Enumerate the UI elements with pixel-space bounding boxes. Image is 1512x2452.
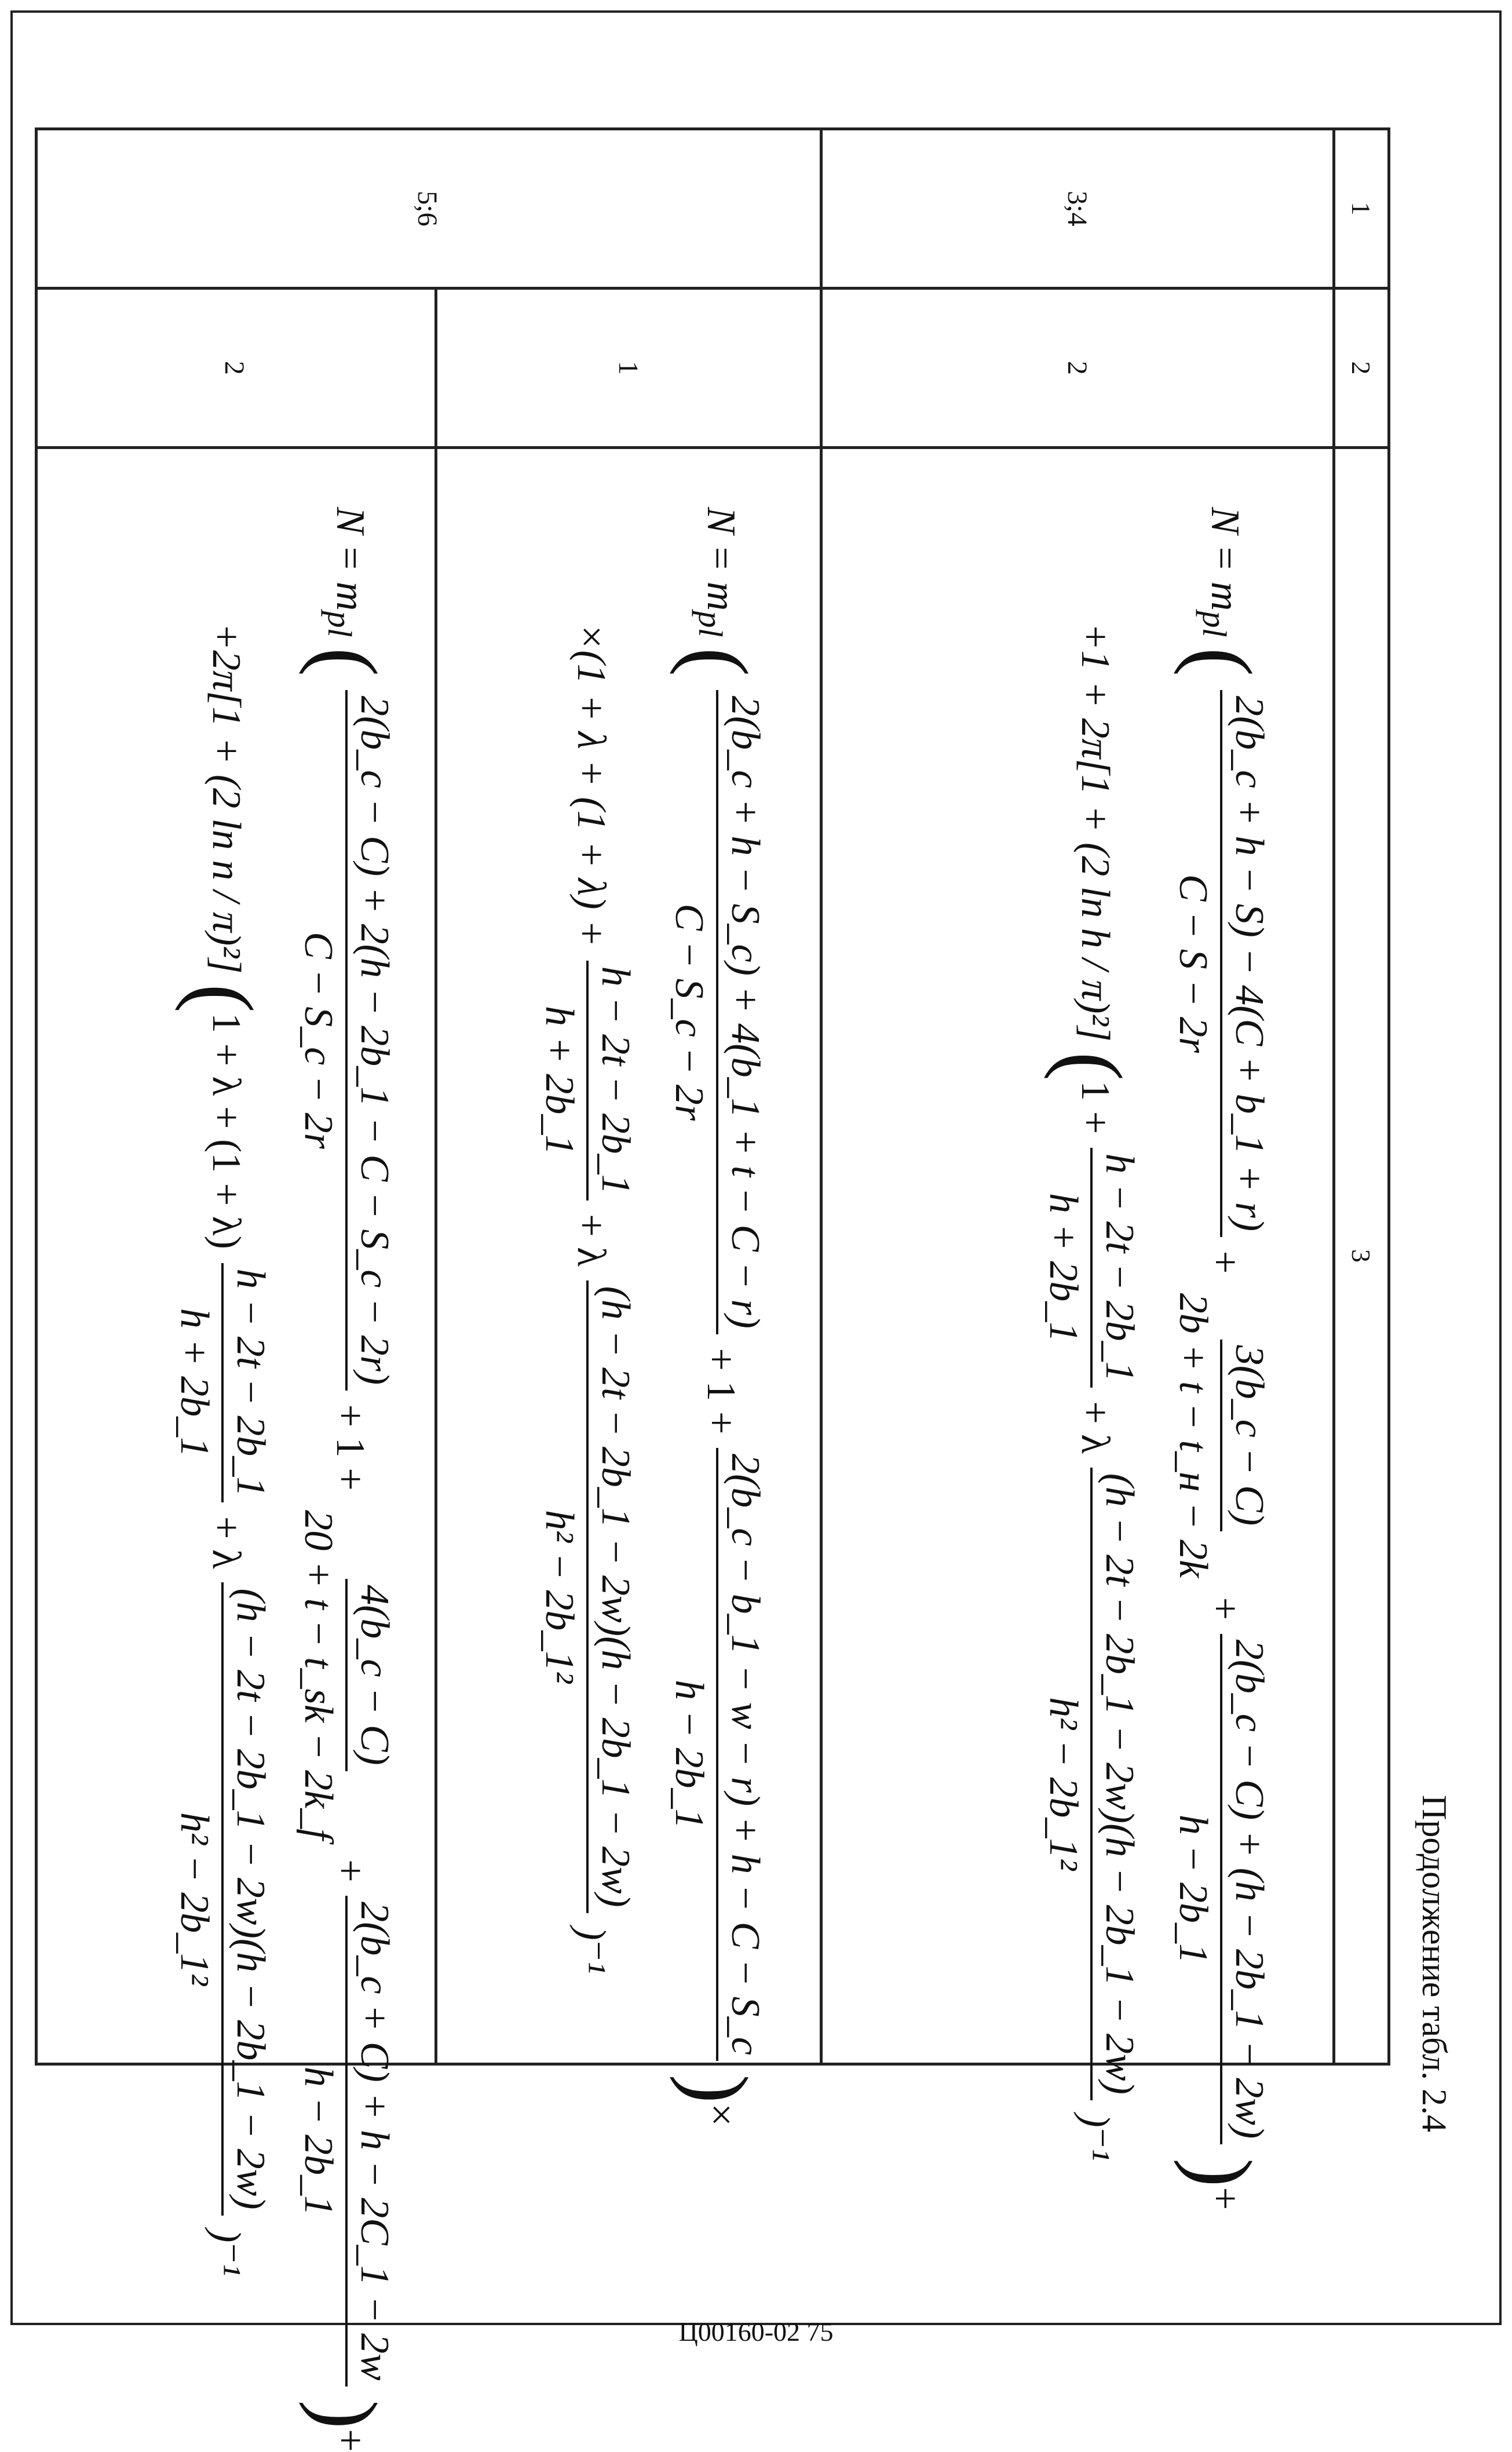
row2-fraction-4: (h − 2t − 2b_1 − 2w)(h − 2b_1 − 2w) h² − 2b_1² bbox=[537, 1280, 638, 1913]
row2-fraction-2: 2(b_c − b_1 − w − r) + h − C − S_c h − 2b_1 bbox=[667, 1448, 768, 2061]
row2-formula bbox=[537, 507, 768, 2126]
row1-formula-line1: $N = m_{pl}$ ( 2(b_c + h − S) − 4(C + b_1 + r) C − S − 2r + 3(b_c − C) 2b + t − t_н − 2k + 2(b_c − C) + (h − 2b_1 − 2w) h − 2b_1 )+ bbox=[1171, 507, 1272, 2210]
row-divider-2 bbox=[434, 287, 437, 2063]
row1-formula bbox=[1041, 507, 1272, 2210]
row1-case-number: 3;4 bbox=[1062, 191, 1093, 227]
header-col-2: 2 bbox=[1346, 361, 1376, 375]
row1-fraction-1: 2(b_c + h − S) − 4(C + b_1 + r) C − S − 2r bbox=[1171, 690, 1272, 1237]
row1-variant: 2 bbox=[1062, 361, 1093, 375]
row2-fraction-1: 2(b_c + h − S_c) + 4(b_1 + t − C − r) C − S_c − 2r bbox=[667, 690, 768, 1334]
table-caption: Продолжение табл. 2.4 bbox=[1415, 1795, 1453, 2132]
row1-fraction-5: (h − 2t − 2b_1 − 2w)(h − 2b_1 − 2w) h² − 2b_1² bbox=[1041, 1468, 1142, 2100]
row3-formula-line1: $N = m_{pl}$ ( 2(b_c − C) + 2(h − 2b_1 − C − S_c − 2r) C − S_c − 2r + 1 + 4(b_c − C) 20 + t − t_sk − 2k_f + 2(b_c + C) + h − 2C_1 − 2w h − 2b_1 )+ bbox=[296, 507, 397, 2452]
row3-fraction-1: 2(b_c − C) + 2(h − 2b_1 − C − S_c − 2r) C − S_c − 2r bbox=[296, 690, 397, 1391]
page-footer: Ц00160-02 75 bbox=[678, 2317, 834, 2347]
row1-formula-line2: +1 + 2π[1 + (2 ln h / π)²] (1 + h − 2t − 2b_1 h + 2b_1 + λ (h − 2t − 2b_1 − 2w)(h − 2b_1 − 2w) h² − 2b_1² )⁻¹ bbox=[1041, 623, 1142, 2161]
row3-fraction-5: (h − 2t − 2b_1 − 2w)(h − 2b_1 − 2w) h² − 2b_1² bbox=[172, 1582, 273, 2215]
row1-fraction-2: 3(b_c − C) 2b + t − t_н − 2k bbox=[1171, 1293, 1272, 1578]
row2-variant: 1 bbox=[613, 361, 644, 375]
row3-formula bbox=[172, 507, 397, 2452]
row1-fraction-4: h − 2t − 2b_1 h + 2b_1 bbox=[1041, 1148, 1142, 1388]
row3-formula-line2: +2π[1 + (2 ln n / π)²] (1 + λ + (1 + λ) h − 2t − 2b_1 h + 2b_1 + λ (h − 2t − 2b_1 − 2w)(h − 2b_1 − 2w) h² − 2b_1² )⁻¹ bbox=[172, 623, 273, 2276]
row3-fraction-2: 4(b_c − C) 20 + t − t_sk − 2k_f bbox=[296, 1510, 397, 1840]
row3-fraction-4: h − 2t − 2b_1 h + 2b_1 bbox=[172, 1263, 273, 1503]
column-divider-2 bbox=[38, 446, 1387, 449]
row2-fraction-3: h − 2t − 2b_1 h + 2b_1 bbox=[537, 961, 638, 1201]
row3-fraction-3: 2(b_c + C) + h − 2C_1 − 2w h − 2b_1 bbox=[296, 1896, 397, 2387]
header-col-1: 1 bbox=[1346, 202, 1376, 216]
row3-variant: 2 bbox=[219, 361, 250, 375]
header-col-3: 3 bbox=[1346, 1249, 1376, 1263]
row2-formula-line1: $N = m_{pl}$ ( 2(b_c + h − S_c) + 4(b_1 + t − C − r) C − S_c − 2r + 1 + 2(b_c − b_1 − w − r) + h − C − S_c h − 2b_1 )× bbox=[667, 507, 768, 2126]
row1-fraction-3: 2(b_c − C) + (h − 2b_1 − 2w) h − 2b_1 bbox=[1171, 1634, 1272, 2145]
row2-formula-line2: ×(1 + λ + (1 + λ) + h − 2t − 2b_1 h + 2b_1 + λ (h − 2t − 2b_1 − 2w)(h − 2b_1 − 2w) h² − 2b_1² )⁻¹ bbox=[537, 623, 638, 1974]
row2-case-number: 5;6 bbox=[412, 191, 443, 227]
